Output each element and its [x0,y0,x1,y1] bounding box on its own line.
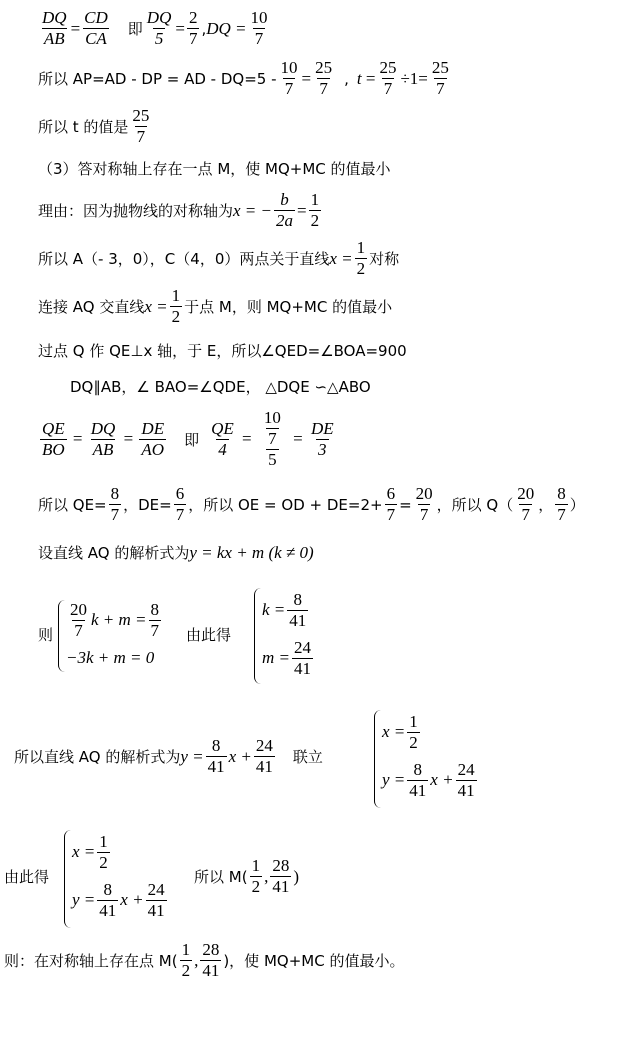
line-10: $\frac{QE}{BO}$ = $\frac{DQ}{AB}$ = $\frac{DE}{AO}$ 即 $\frac{QE}{4}$ = $\frac{\frac{10}{7}}{5}$ = $\frac{DE}{3}$ [42,408,334,469]
numerator: QE [42,418,65,438]
text: DQ∥AB，∠ BAO=∠QDE， △DQE ∽△ABO [70,378,371,396]
text: , [201,19,207,38]
text: x + [120,890,144,909]
denominator: 7 [136,127,146,146]
fraction [209,419,236,460]
numerator: 8 [110,484,120,503]
numerator: 24 [255,736,273,755]
equation-system [66,596,163,672]
denominator: 2 [99,852,108,872]
text: 所以 t 的值是 [38,118,129,136]
fraction [146,880,167,921]
line-13-label [38,624,53,645]
fraction [287,590,308,631]
brace [374,710,381,808]
fraction [130,106,151,147]
denominator: 2 [181,961,191,980]
numerator: 8 [413,759,423,779]
denominator: 2 [251,877,261,896]
equation-row [262,586,315,634]
denominator: 7 [284,79,294,98]
fraction [254,736,275,777]
fraction [149,600,162,641]
numerator: DQ [146,8,172,27]
denominator: 41 [294,658,311,678]
denominator: 41 [255,757,273,776]
text: 过点 Q 作 QE⊥x 轴，于 E，所以∠QED=∠BOA=900 [38,342,407,360]
numerator [258,408,287,449]
denominator: 7 [150,620,160,640]
denominator: 7 [268,429,277,448]
denominator: 4 [218,439,227,459]
fraction [250,856,263,897]
text: 所以 A（- 3，0），C（4，0）两点关于直线 [38,250,330,268]
text: t [356,68,362,88]
numerator: 6 [175,484,185,503]
numerator: DQ [42,8,67,27]
text: ，所以 OE = OD + DE=2+ [188,496,383,514]
text: ，DE= [123,496,172,514]
text: )，使 MQ+MC 的值最小。 [223,952,405,970]
text: = [301,68,312,88]
numerator: 28 [202,940,220,959]
numerator: 25 [379,58,397,77]
denominator: 41 [147,900,165,920]
numerator: 20 [415,484,433,503]
denominator: 3 [318,439,327,459]
fraction [309,190,322,231]
fraction [430,58,451,99]
text: 所以 AP=AD - DP = AD - DQ=5 - [38,70,277,88]
brace [64,830,71,928]
numerator: 8 [150,599,160,619]
line-4 [38,158,391,179]
fraction [109,484,122,525]
denominator: 41 [202,961,220,980]
denominator: 7 [319,79,328,98]
denominator: 2a [276,211,294,230]
equation-row [72,876,169,924]
text: = [399,495,412,514]
fraction [187,8,200,49]
denominator: AB [43,29,65,48]
text: 联立 [292,748,323,766]
fraction [407,760,428,801]
equation-system [382,708,479,804]
text: 连接 AQ 交直线 [38,298,145,316]
denominator: 2 [409,732,418,752]
text: x = [382,722,406,741]
numerator: 6 [386,484,396,503]
fraction [555,484,568,525]
text: 由此得 [186,626,232,644]
fraction [200,940,221,981]
fraction [82,8,110,49]
fraction [40,8,69,49]
denominator: 7 [188,29,198,48]
text: ÷1= [400,68,428,88]
line-15-label [4,866,49,887]
numerator: 24 [457,759,475,779]
text: 对称 [369,250,400,268]
fraction [89,419,118,460]
numerator: CD [84,8,108,27]
text: x = [329,248,353,268]
numerator: DE [310,418,334,438]
denominator: CA [85,29,107,48]
fraction [270,856,291,897]
line-8 [38,340,407,361]
denominator: 7 [74,620,83,640]
fraction [68,600,89,641]
denominator: 7 [419,505,429,524]
denominator: 5 [268,450,277,469]
text: 则 [38,626,54,644]
denominator: 41 [99,900,117,920]
text: y = [72,890,96,909]
brace [254,588,261,684]
fraction [279,58,300,99]
text: y = kx + m (k ≠ 0) [189,542,314,562]
denominator: 2 [356,259,366,278]
fraction [407,712,420,753]
text: ） [569,496,585,514]
equation-row [382,756,479,804]
fraction [414,484,435,525]
line-14 [14,736,323,777]
text: x + [430,770,454,789]
fraction [97,880,118,921]
numerator: 10 [250,8,268,27]
denominator: BO [42,439,65,459]
numerator: 2 [188,8,198,27]
denominator: 41 [207,757,225,776]
numerator: 10 [263,408,281,427]
fraction [206,736,227,777]
text: y = [180,746,204,766]
denominator: 7 [110,505,120,524]
fraction [139,419,166,460]
text: 理由：因为抛物线的对称轴为 [38,202,234,220]
denominator: 7 [386,505,396,524]
fraction [515,484,536,525]
fraction [274,190,295,231]
text: 即 [127,20,143,38]
denominator: 7 [175,505,185,524]
text: 于点 M，则 MQ+MC 的值最小 [184,298,393,316]
denominator: 2 [310,211,320,230]
denominator: 7 [254,29,264,48]
text: ，所以 Q（ [436,496,514,514]
text: 由此得 [4,868,50,886]
numerator: 1 [356,238,366,257]
numerator: 20 [70,599,87,619]
denominator: 41 [409,780,427,800]
brace [58,600,65,672]
fraction [309,419,336,460]
line-6 [38,238,399,279]
numerator: 1 [409,711,418,731]
line-3 [38,106,153,147]
denominator: 41 [457,780,475,800]
fraction [170,286,183,327]
text: x = [144,296,168,316]
line-2: 所以 AP=AD - DP = AD - DQ=5 - $\frac{10}{7}$ = $\frac{25}{7}$ , t = $\frac{25}{7}$ ÷1= $\frac{25}{7}$ [38,58,449,98]
text: x = [72,842,96,861]
denominator: 7 [521,505,530,524]
text: 设直线 AQ 的解析式为 [38,544,190,562]
numerator: 1 [181,940,191,959]
text: y = [382,770,406,789]
equation-row [72,828,169,876]
line-16: 则：在对称轴上存在点 M( $\frac{1}{2}$ , $\frac{28}{41}$ )，使 MQ+MC 的值最小。 [4,940,405,980]
numerator: 8 [211,736,221,755]
fraction [40,419,67,460]
text: 所以直线 AQ 的解析式为 [14,748,181,766]
numerator: 8 [293,589,303,609]
numerator: DQ [90,418,116,438]
denominator: 7 [436,79,445,98]
text: −3k + m = 0 [66,648,155,667]
numerator: 1 [251,856,261,875]
text: x = − [233,200,273,220]
text: k + m = [91,610,147,629]
equation-row [382,708,479,756]
line-1: $\frac{DQ}{AB}$ = $\frac{CD}{CA}$ 即 $\frac{DQ}{5}$ = $\frac{2}{7}$ , DQ = $\frac{10}{7}$ [42,8,268,48]
text: m = [262,648,290,667]
numerator: 24 [147,879,165,899]
line-15-result: 所以 M( $\frac{1}{2}$ , $\frac{28}{41}$ ) [194,856,299,896]
denominator: 2 [171,307,181,326]
text: 所以 M( [194,868,248,886]
fraction [456,760,477,801]
text: 即 [184,430,200,449]
numerator: 1 [310,190,320,209]
equation-row [66,644,163,672]
line-5: 理由：因为抛物线的对称轴为 x = − $\frac{b}{2a}$ = $\frac{1}{2}$ [38,190,320,230]
numerator: DE [141,418,165,438]
fraction [174,484,187,525]
fraction [249,8,270,49]
fraction [313,58,334,99]
text: 所以 QE= [38,496,107,514]
text: k = [262,600,286,619]
equation-row [66,596,163,644]
line-9 [70,376,371,397]
equation-system [262,586,315,682]
numerator: b [280,190,289,209]
fraction [355,238,368,279]
fraction [97,832,110,873]
numerator: 8 [557,484,566,503]
equation-row [262,634,315,682]
numerator: 24 [294,637,311,657]
fraction [145,8,174,49]
numerator: 25 [315,58,333,77]
denominator: 41 [272,877,290,896]
numerator: QE [211,418,234,438]
compound-fraction [258,408,287,470]
text: ， [538,496,554,514]
fraction [292,638,313,679]
denominator: 7 [383,79,393,98]
equals: = [70,18,81,38]
numerator: 25 [431,58,449,77]
numerator: 1 [99,831,108,851]
fraction [385,484,398,525]
text: （3）答对称轴上存在一点 M，使 MQ+MC 的值最小 [38,160,391,178]
text: 则：在对称轴上存在点 M( [4,952,178,970]
denominator: 5 [154,29,164,48]
numerator: 8 [103,879,113,899]
numerator: 10 [280,58,298,77]
denominator: AB [92,439,114,459]
denominator: 41 [289,610,307,630]
line-13-mid [186,624,231,645]
numerator: 20 [517,484,535,503]
line-11 [38,484,585,525]
fraction [377,58,398,99]
numerator: 1 [171,286,181,305]
text: , [344,69,349,88]
line-7 [38,286,392,327]
line-12 [38,542,314,563]
numerator: 28 [272,856,290,875]
equation-system [72,828,169,924]
denominator: AO [141,439,165,459]
fraction [262,408,283,449]
denominator: 7 [557,505,566,524]
numerator: 25 [132,106,150,125]
text: DQ = [206,18,247,38]
text: x + [228,746,252,766]
fraction [180,940,193,981]
